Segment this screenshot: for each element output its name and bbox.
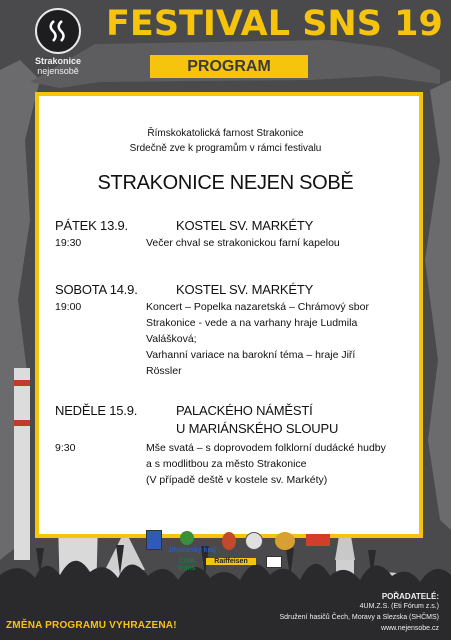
main-title: STRAKONICE NEJEN SOBĚ (97, 172, 354, 194)
event-line: (V případě deště v kostele sv. Markéty) (146, 474, 328, 486)
event-line: Rössler (146, 365, 182, 377)
intro-line2: Srdečně zve k programům v rámci festivalu (129, 143, 322, 154)
logo-line1: Strakonice (34, 56, 82, 66)
sponsor-badge-icon (222, 532, 236, 550)
program-change-notice: ZMĚNA PROGRAMU VYHRAZENA! (6, 620, 177, 631)
coat-of-arms-icon (146, 530, 162, 550)
organizers (280, 592, 440, 634)
event-line: Večer chval se strakonickou farní kapelou (146, 237, 340, 249)
sponsor-box-icon (266, 556, 282, 568)
event-line: Strakonice - vede a na varhany hraje Ludmila (146, 317, 358, 329)
event-description (146, 299, 369, 379)
sponsor-raiffeisen: Raiffeisen (206, 558, 256, 565)
event-line: Valášková; (146, 333, 197, 345)
logo-line2: nejensobě (37, 66, 79, 76)
event-place-line1: PALACKÉHO NÁMĚSTÍ (176, 403, 313, 418)
event-time: 9:30 (55, 442, 76, 454)
sponsor-jihocesky: Jihočeský kraj (167, 547, 217, 554)
intro-line1: Římskokatolická farnost Strakonice (147, 128, 304, 139)
organizer-2: Sdružení hasičů Čech, Moravy a Slezska (SHČMS) (279, 614, 439, 621)
sponsor-strip-icon (306, 534, 330, 546)
program-banner: PROGRAM (150, 55, 308, 78)
flower-logo-icon (275, 532, 295, 550)
festival-logo (28, 8, 88, 76)
event-time: 19:00 (55, 301, 82, 313)
event-line: a s modlitbou za město Strakonice (146, 458, 307, 470)
event-line: Varhanní variace na barokní téma – hraje Jiří (146, 349, 356, 361)
event-day: SOBOTA 14.9. (55, 282, 138, 297)
organizer-1: 4UM.Z.S. (Eti Fórum z.s.) (359, 603, 439, 610)
event-place: KOSTEL SV. MARKÉTY (176, 282, 314, 297)
sponsor-seal-icon (245, 532, 263, 550)
event-description (146, 440, 386, 488)
event-place-line2: U MARIÁNSKÉHO SLOUPU (176, 421, 339, 436)
festival-title: FESTIVAL SNS 19 (106, 4, 443, 44)
organizers-label: POŘADATELÉ: (381, 592, 439, 601)
event-line: Koncert – Popelka nazaretská – Chrámový sbor (146, 301, 369, 313)
event-time: 19:30 (55, 237, 82, 249)
event-description (146, 235, 340, 251)
chimney (14, 368, 30, 560)
event-day: NEDĚLE 15.9. (55, 403, 138, 418)
event-day: PÁTEK 13.9. (55, 218, 128, 233)
region-logo-icon (180, 531, 194, 545)
sns-logo-icon (35, 8, 81, 54)
event-place: KOSTEL SV. MARKÉTY (176, 218, 314, 233)
sponsor-civa: CIVA trans (178, 558, 196, 572)
event-line: Mše svatá – s doprovodem folklorní dudácké hudby (146, 442, 386, 454)
website-link[interactable]: www.nejensobe.cz (381, 625, 439, 632)
